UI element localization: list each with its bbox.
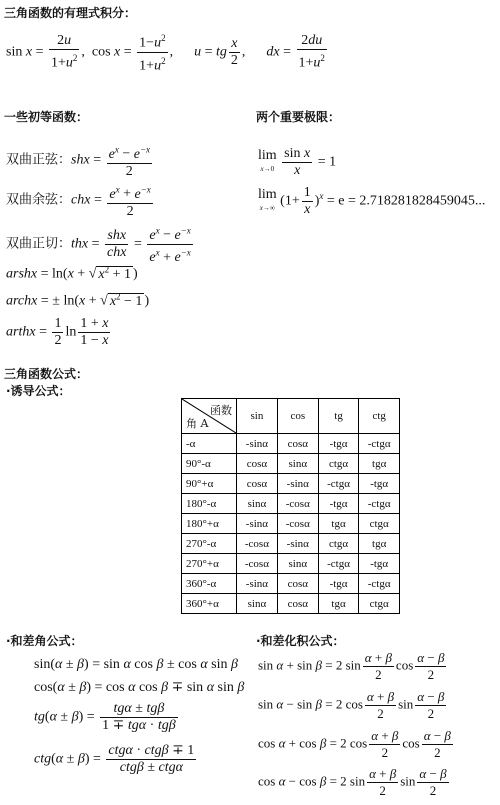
table-cell: sinα [277, 454, 318, 474]
table-cell: -tgα [318, 574, 359, 594]
table-cell: cosα [277, 574, 318, 594]
e-value: = e = 2.718281828459045... [326, 193, 486, 209]
header-func-label: 函数 [210, 404, 232, 417]
table-cell: cosα [277, 594, 318, 614]
heading-rational-integral: 三角函数的有理式积分： [4, 6, 137, 20]
formula-cos-sum: cos(α ± β) = cos α cos β ∓ sin α sin β [34, 680, 245, 695]
table-cell: -sinα [277, 534, 318, 554]
table-cell: -tgα [359, 554, 400, 574]
table-cell: -tgα [318, 494, 359, 514]
table-row [182, 514, 400, 534]
table-cell: -cosα [237, 554, 278, 574]
table-cell: sinα [237, 594, 278, 614]
formula-cos-minus-cos: cos α − cos β = 2 sin $\frac{\alpha + \beta}{2}$ sin $\frac{\alpha - \beta}{2}$ [258, 766, 447, 798]
table-cell: tgα [318, 594, 359, 614]
table-cell: ctgα [318, 454, 359, 474]
table-cell: -sinα [237, 434, 278, 454]
table-cell: -ctgα [318, 474, 359, 494]
row-angle: 90°+α [182, 474, 237, 494]
label-sinh: 双曲正弦： [6, 152, 72, 168]
formula-limit-e: lim x→∞ (1+ $\frac{1}{x}$ )$^x$ = e = 2.718281828459045... [258, 185, 486, 217]
row-angle: 90°-α [182, 454, 237, 474]
row-angle: 270°-α [182, 534, 237, 554]
table-cell: -sinα [277, 474, 318, 494]
row-angle: 180°+α [182, 514, 237, 534]
row-angle: 270°+α [182, 554, 237, 574]
table-cell: -ctgα [318, 554, 359, 574]
heading-sum-to-product: ·和差化积公式： [256, 634, 345, 648]
column-header: cos [277, 399, 318, 434]
heading-trig-formulas: 三角函数公式： [4, 367, 89, 381]
table-row [182, 494, 400, 514]
table-header-row [182, 399, 400, 434]
heading-sum-difference: ·和差角公式： [6, 634, 83, 648]
table-cell: -sinα [237, 514, 278, 534]
table-cell: -sinα [237, 574, 278, 594]
table-cell: cosα [277, 434, 318, 454]
formula-sin-plus-sin: sin α + sin β = 2 sin $\frac{\alpha + \beta}{2}$ cos $\frac{\alpha - \beta}{2}$ [258, 650, 445, 682]
table-corner-cell [182, 399, 237, 434]
table-cell: -cosα [237, 534, 278, 554]
row-angle: 360°-α [182, 574, 237, 594]
table-row [182, 434, 400, 454]
formula-sin-minus-sin: sin α − sin β = 2 cos $\frac{\alpha + \beta}{2}$ sin $\frac{\alpha - \beta}{2}$ [258, 689, 445, 721]
table-row [182, 594, 400, 614]
induction-table [181, 398, 400, 614]
table-cell: sinα [237, 494, 278, 514]
table-cell: -ctgα [359, 434, 400, 454]
formula-arcosh: archx = ± ln(x + √ $x^2 - 1$ ) [6, 291, 150, 309]
table-row [182, 534, 400, 554]
table-cell: ctgα [359, 594, 400, 614]
table-cell: tgα [359, 454, 400, 474]
label-tanh: 双曲正切： [6, 236, 72, 252]
formula-artanh: arthx = $\frac{1}{2}$ ln $\frac{1 + x}{1 - x}$ [6, 316, 109, 348]
formula-tanh: 双曲正切：thx = shx chx = $\frac{e^x - e^{-x}}{e^x + e^{-x}}$ [6, 222, 195, 266]
table-cell: -ctgα [359, 574, 400, 594]
table-cell: sinα [277, 554, 318, 574]
formula-cos-plus-cos: cos α + cos β = 2 cos $\frac{\alpha + \beta}{2}$ cos $\frac{\alpha - \beta}{2}$ [258, 728, 451, 760]
formula-cosh: 双曲余弦：chx = $\frac{e^x + e^{-x}}{2}$ [6, 181, 155, 220]
table-cell: cosα [237, 474, 278, 494]
table-cell: cosα [237, 454, 278, 474]
row-angle: 360°+α [182, 594, 237, 614]
heading-important-limits: 两个重要极限： [256, 110, 341, 124]
table-cell: tgα [359, 534, 400, 554]
table-cell: -ctgα [359, 494, 400, 514]
table-row [182, 454, 400, 474]
heading-induction-formulas: ·诱导公式： [6, 384, 71, 398]
column-header: ctg [359, 399, 400, 434]
table-cell: -tgα [318, 434, 359, 454]
formula-limit-sinx-over-x: lim x→0 $\frac{\text{sin x}}{x}$ = 1 [258, 146, 337, 178]
column-header: tg [318, 399, 359, 434]
table-row [182, 474, 400, 494]
heading-elementary-functions: 一些初等函数： [4, 110, 89, 124]
row-angle: 180°-α [182, 494, 237, 514]
table-cell: -tgα [359, 474, 400, 494]
formula-ctg-sum: ctg(α ± β) = ctgα · ctgβ ∓ 1 ctgβ ± ctgα [34, 743, 195, 775]
header-angle-label: 角 A [186, 417, 209, 430]
formula-sin-sum: sin(α ± β) = sin α cos β ± cos α sin β [34, 657, 238, 672]
table-row [182, 554, 400, 574]
table-cell: -cosα [277, 514, 318, 534]
column-header: sin [237, 399, 278, 434]
table-row [182, 574, 400, 594]
table-cell: ctgα [318, 534, 359, 554]
label-cosh: 双曲余弦： [6, 192, 72, 208]
row-angle: -α [182, 434, 237, 454]
formula-tg-sum: tg(α ± β) = tgα ± tgβ 1 ∓ tgα · tgβ [34, 701, 176, 733]
table-cell: ctgα [359, 514, 400, 534]
formula-rational-substitution: sin x = $\frac{2u}{1+u^2}$ , cos x = $\frac{1-u^2}{1+u^2}$ , u = tg $\frac{x}{2}$ , dx = $\frac{2du}{1+u^2}$ [6, 30, 329, 74]
table-cell: -cosα [277, 494, 318, 514]
formula-arsinh: arshx = ln(x + √ $x^2 + 1$ ) [6, 264, 138, 282]
table-cell: tgα [318, 514, 359, 534]
formula-sinh: 双曲正弦：shx = $\frac{e^x - e^{-x}}{2}$ [6, 141, 154, 180]
